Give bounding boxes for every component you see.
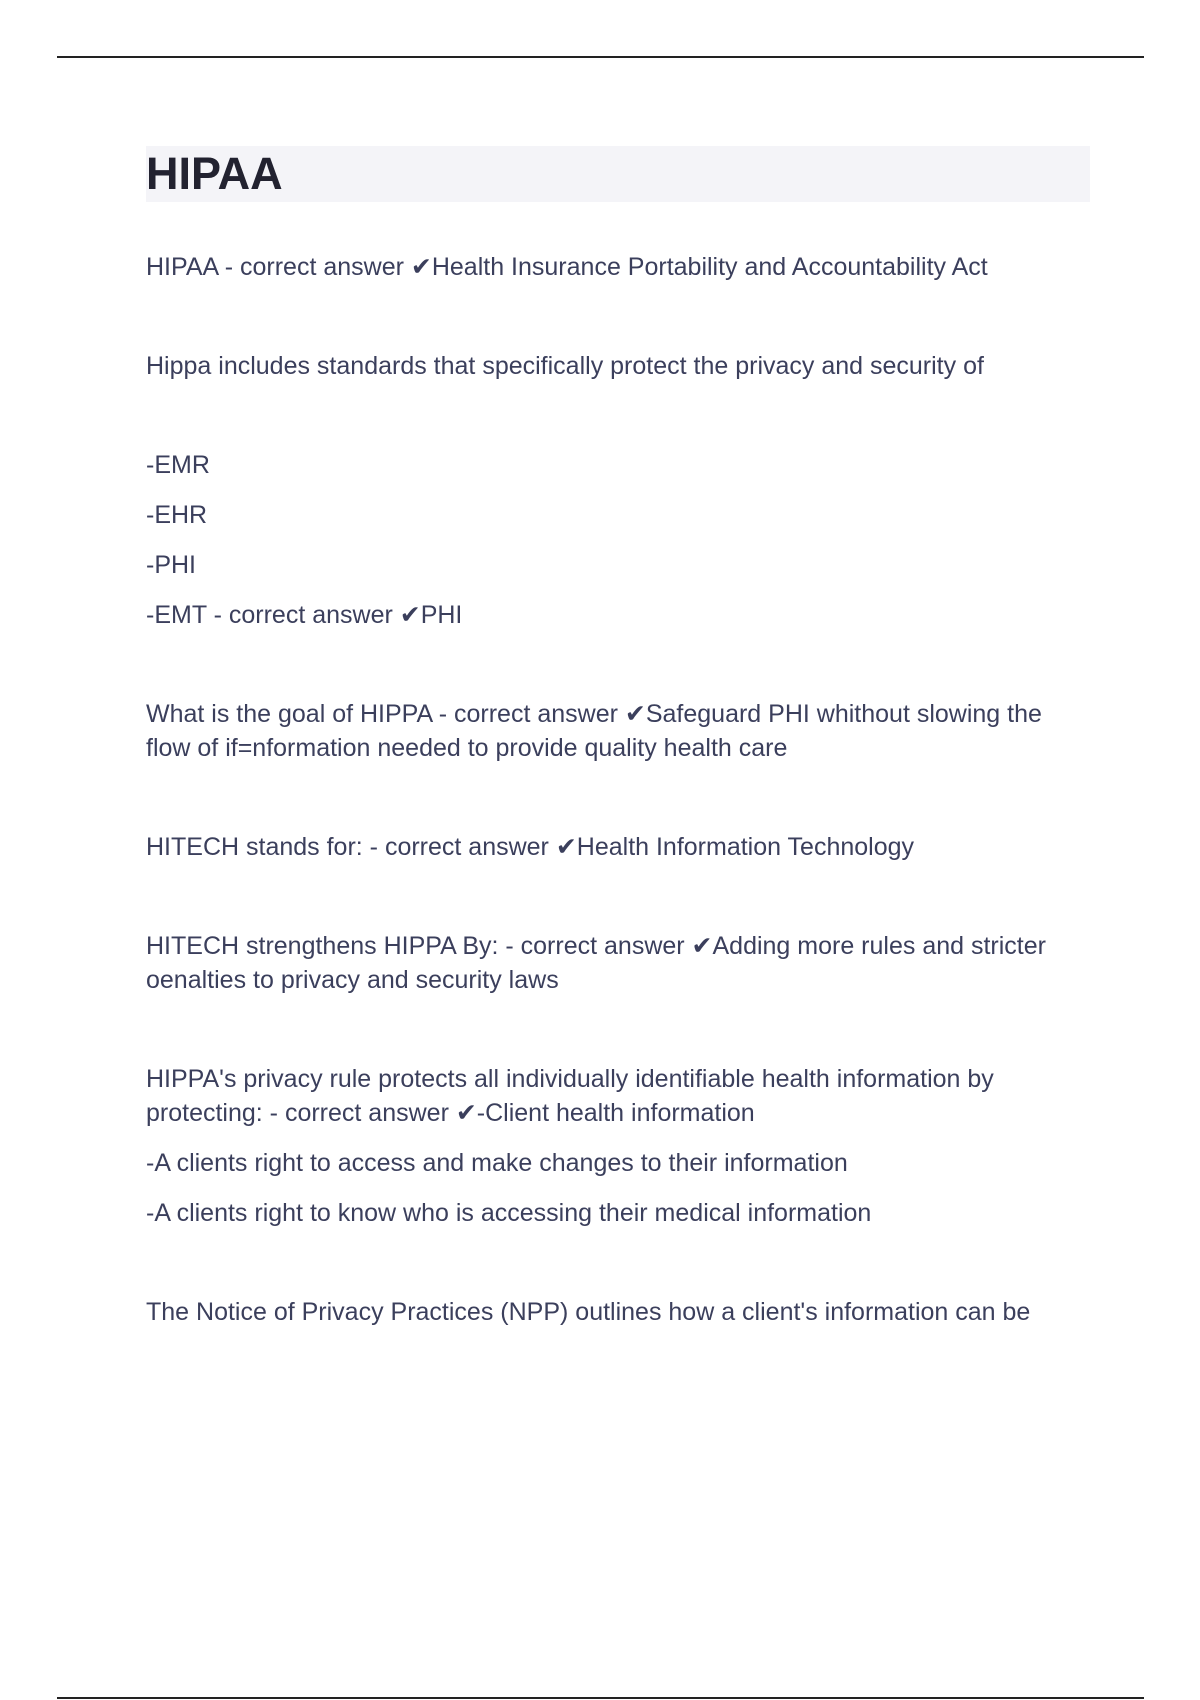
qa-hitech-stands-for: HITECH stands for: - correct answer ✔Health Information Technology xyxy=(146,833,915,861)
privacy-rule-item-access: -A clients right to access and make changes to their information xyxy=(146,1149,848,1177)
qa-hippa-goal: What is the goal of HIPPA - correct answer ✔Safeguard PHI whithout slowing the flow of if=nformation needed to provide quality health care xyxy=(146,700,1042,762)
option-phi: -PHI xyxy=(146,551,196,579)
bottom-rule xyxy=(57,1697,1144,1699)
option-ehr: -EHR xyxy=(146,501,208,529)
page-title: HIPAA xyxy=(146,148,283,199)
privacy-rule-item-know: -A clients right to know who is accessing their medical information xyxy=(146,1199,872,1227)
top-rule xyxy=(57,56,1144,58)
title-background xyxy=(146,146,1090,202)
qa-hitech-strengthens: HITECH strengthens HIPPA By: - correct answer ✔Adding more rules and stricter oenalties to privacy and security laws xyxy=(146,932,1046,994)
option-emr: -EMR xyxy=(146,451,210,479)
qa-privacy-rule: HIPPA's privacy rule protects all individually identifiable health information by protecting: - correct answer ✔-Client health information xyxy=(146,1065,994,1127)
option-emt-answer: -EMT - correct answer ✔PHI xyxy=(146,601,463,629)
qa-npp: The Notice of Privacy Practices (NPP) outlines how a client's information can be xyxy=(146,1298,1031,1326)
document-body xyxy=(146,250,1090,1329)
qa-hippa-standards-question: Hippa includes standards that specifically protect the privacy and security of xyxy=(146,352,984,380)
qa-hipaa-definition: HIPAA - correct answer ✔Health Insurance Portability and Accountability Act xyxy=(146,253,988,281)
